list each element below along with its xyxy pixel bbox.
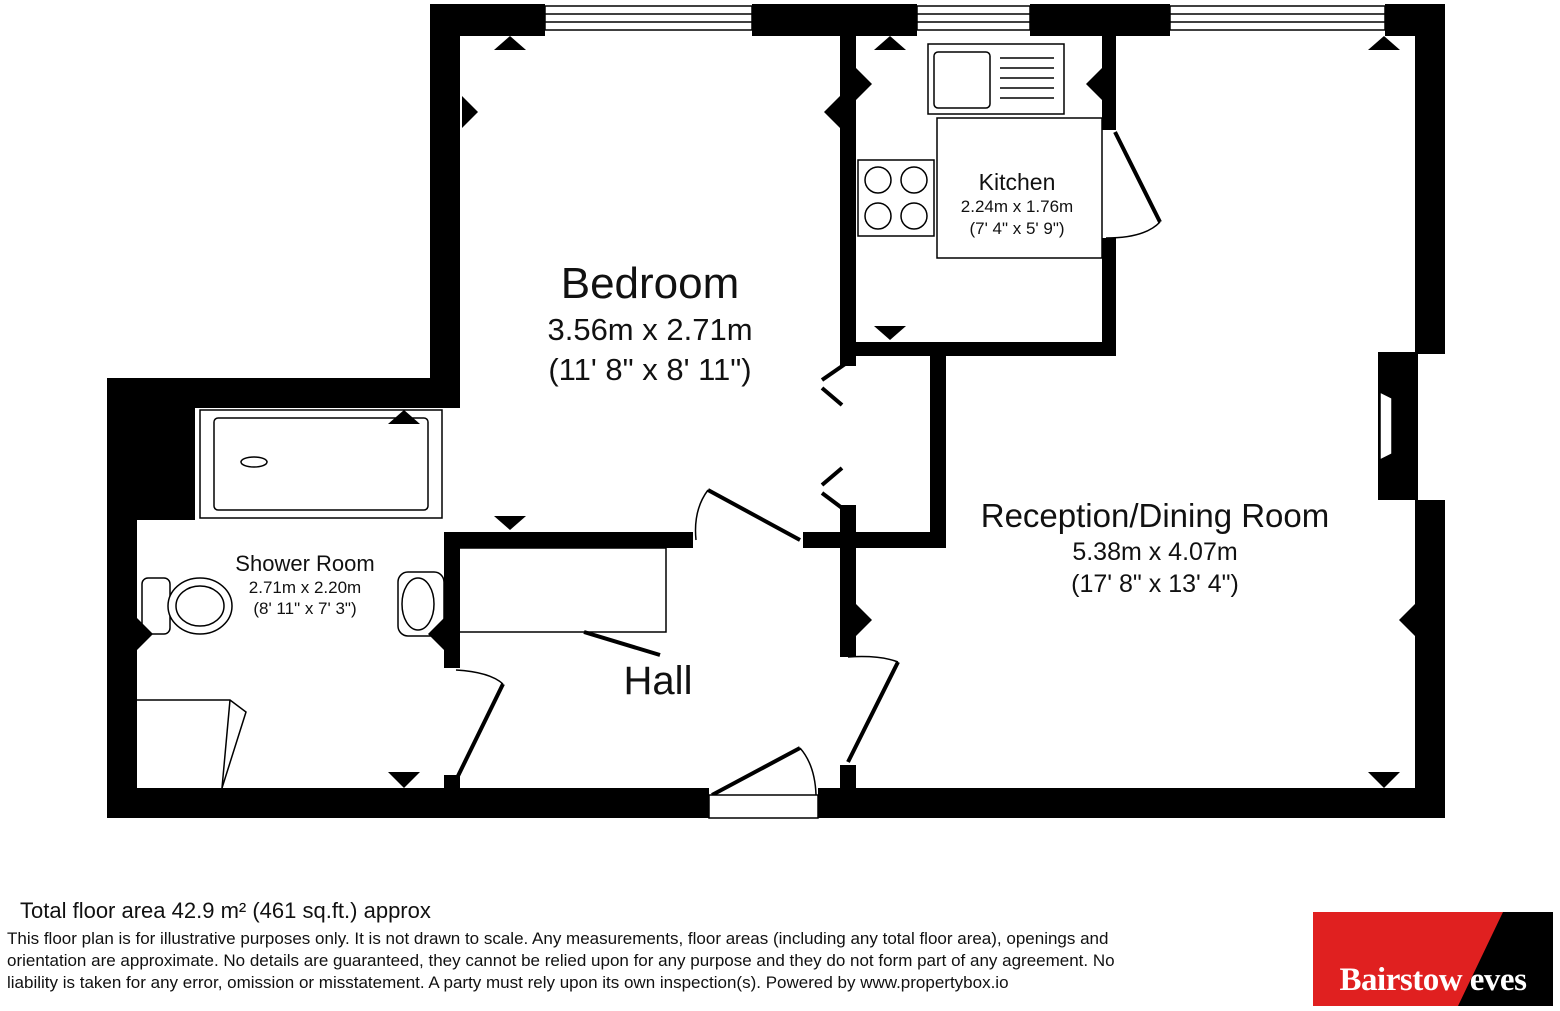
- wall-hall-reception-upper: [840, 532, 856, 657]
- kitchen-door-arc: [1106, 222, 1160, 238]
- shower-cabinet: [137, 700, 246, 788]
- shower-room-name: Shower Room: [235, 551, 375, 576]
- total-floor-area: Total floor area 42.9 m² (461 sq.ft.) approx: [20, 898, 431, 923]
- wall-bedroom-bottom-right: [803, 532, 946, 548]
- wall-hall-reception-stub: [930, 342, 946, 548]
- entrance-threshold: [709, 795, 818, 818]
- bedroom-name: Bedroom: [560, 259, 740, 308]
- kitchen-name: Kitchen: [978, 169, 1056, 195]
- wall-shower-door-jamb: [444, 775, 460, 795]
- bedroom-cupboard-door-a: [822, 362, 848, 380]
- bedroom-cupboard-door-c: [822, 468, 842, 485]
- reception-window: [1170, 6, 1385, 30]
- reception-label: [950, 496, 1360, 600]
- hob-icon: [858, 160, 934, 236]
- wall-bottom-right: [818, 788, 1445, 818]
- entrance-door-arc: [800, 748, 816, 795]
- wall-kitchen-right-upper: [1102, 36, 1116, 130]
- fireplace-hearth: [1380, 392, 1392, 460]
- bedroom-door-leaf: [708, 490, 800, 540]
- shower-door-arc: [456, 670, 503, 684]
- bedroom-label: [500, 258, 800, 390]
- wall-shower-right-upper: [444, 532, 460, 668]
- internal-walls: [444, 36, 1116, 795]
- shower-door-leaf: [458, 684, 503, 776]
- wall-kitchen-bottom: [840, 342, 1116, 356]
- disclaimer: [7, 928, 1277, 994]
- reception-imperial: (17' 8" x 13' 4"): [1071, 570, 1239, 598]
- entrance-door-leaf: [712, 748, 800, 795]
- disclaimer-line: liability is taken for any error, omission or misstatement. A party must rely upon its own inspection(s). Powered by www.propertybox.io: [7, 973, 1009, 992]
- kitchen-metric: 2.24m x 1.76m: [960, 197, 1074, 216]
- disclaimer-line: orientation are approximate. No details are guaranteed, they cannot be relied upon for any purpose and they do not form part of any agreement. No: [7, 951, 1115, 970]
- hall-name: Hall: [623, 659, 693, 703]
- wall-right-upper: [1415, 4, 1445, 354]
- wall-left-bedroom: [430, 4, 460, 394]
- wall-top-mid-segment: [752, 4, 917, 36]
- kitchen-door-leaf: [1115, 132, 1160, 222]
- wall-hall-reception-lower: [840, 765, 856, 795]
- wall-bedroom-bottom-left: [445, 532, 693, 548]
- wall-shower-corner-block: [107, 378, 195, 520]
- wall-bedroom-right-lower: [840, 505, 856, 535]
- bedroom-cupboard-door-b: [822, 388, 842, 405]
- kitchen-sink-icon: [928, 44, 1064, 114]
- kitchen-imperial: (7' 4" x 5' 9"): [969, 219, 1065, 238]
- shower-room-label: [200, 550, 410, 620]
- kitchen-label: [937, 168, 1097, 240]
- bedroom-cupboard-door-d: [822, 493, 842, 508]
- wall-top-kitchen-segment: [1030, 4, 1170, 36]
- reception-door-arc: [848, 657, 898, 662]
- hall-label: [590, 656, 726, 706]
- wall-bedroom-kitchen-upper: [840, 36, 856, 366]
- hall-cupboard-door: [584, 632, 660, 655]
- wall-kitchen-right-lower: [1102, 238, 1116, 356]
- bedroom-metric: 3.56m x 2.71m: [547, 312, 753, 347]
- agency-logo: [1313, 912, 1553, 1006]
- wall-bottom-left: [107, 788, 709, 818]
- bedroom-door-arc: [696, 490, 709, 540]
- shower-room-metric: 2.71m x 2.20m: [248, 578, 362, 597]
- shower-room-imperial: (8' 11" x 7' 3"): [253, 599, 357, 618]
- reception-door-leaf: [848, 662, 898, 762]
- reception-name: Reception/Dining Room: [980, 497, 1330, 534]
- hall-cupboard: [460, 548, 666, 632]
- reception-metric: 5.38m x 4.07m: [1072, 538, 1238, 566]
- disclaimer-line: This floor plan is for illustrative purposes only. It is not drawn to scale. Any measurements, floor areas (including any total floor area), openings and: [7, 929, 1109, 948]
- logo-text: Bairstow eves: [1339, 962, 1527, 998]
- bedroom-window: [545, 6, 752, 30]
- windows: [545, 6, 1385, 30]
- bedroom-imperial: (11' 8" x 8' 11"): [548, 352, 752, 387]
- kitchen-window: [917, 6, 1030, 30]
- wall-right-lower: [1415, 500, 1445, 818]
- shower-tray: [200, 410, 442, 518]
